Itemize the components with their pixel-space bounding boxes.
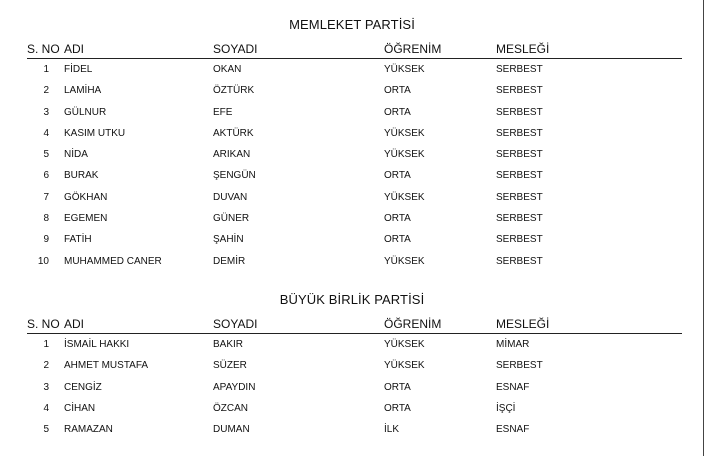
table-row bbox=[27, 103, 682, 124]
header-occupation: MESLEĞİ bbox=[496, 317, 550, 331]
row-no: 1 bbox=[43, 339, 49, 350]
row-name: GÖKHAN bbox=[64, 191, 108, 203]
row-occupation: SERBEST bbox=[496, 127, 543, 139]
row-surname: ÖZCAN bbox=[213, 402, 248, 414]
row-name: NİDA bbox=[64, 149, 88, 161]
row-no: 10 bbox=[37, 255, 49, 267]
table-row bbox=[27, 420, 682, 441]
row-surname: SÜZER bbox=[213, 360, 247, 372]
row-occupation: SERBEST bbox=[496, 170, 543, 182]
row-no: 7 bbox=[43, 191, 49, 203]
row-education: YÜKSEK bbox=[384, 191, 425, 203]
row-name: CENGİZ bbox=[64, 381, 102, 393]
row-education: ORTA bbox=[384, 85, 411, 97]
row-education: İLK bbox=[384, 424, 400, 436]
row-education: ORTA bbox=[384, 213, 411, 225]
table-row bbox=[27, 124, 682, 145]
row-education: YÜKSEK bbox=[384, 339, 425, 350]
row-surname: EFE bbox=[213, 106, 233, 118]
table-row bbox=[27, 378, 682, 399]
row-surname: BAKIR bbox=[213, 339, 244, 350]
table-header bbox=[27, 316, 682, 334]
row-education: YÜKSEK bbox=[384, 255, 425, 267]
row-occupation: SERBEST bbox=[496, 213, 543, 225]
row-name: FATİH bbox=[64, 234, 92, 246]
header-surname: SOYADI bbox=[213, 317, 258, 331]
row-occupation: SERBEST bbox=[496, 106, 543, 118]
row-no: 5 bbox=[43, 424, 49, 436]
row-education: YÜKSEK bbox=[384, 64, 425, 75]
row-no: 6 bbox=[43, 170, 49, 182]
header-name: ADI bbox=[64, 42, 85, 56]
table-row bbox=[27, 356, 682, 377]
row-name: KASIM UTKU bbox=[64, 127, 126, 139]
header-no: S. NO bbox=[27, 42, 60, 56]
row-no: 3 bbox=[43, 381, 49, 393]
header-name: ADI bbox=[64, 317, 85, 331]
row-education: ORTA bbox=[384, 170, 411, 182]
row-surname: ŞAHİN bbox=[213, 234, 244, 246]
row-no: 3 bbox=[43, 106, 49, 118]
row-name: GÜLNUR bbox=[64, 106, 107, 118]
row-no: 1 bbox=[43, 64, 49, 75]
row-occupation: SERBEST bbox=[496, 64, 543, 75]
row-name: RAMAZAN bbox=[64, 424, 113, 436]
row-occupation: SERBEST bbox=[496, 85, 543, 97]
row-education: YÜKSEK bbox=[384, 127, 425, 139]
row-no: 9 bbox=[43, 234, 49, 246]
table-row bbox=[27, 188, 682, 209]
row-surname: ARIKAN bbox=[213, 149, 251, 161]
row-surname: DUMAN bbox=[213, 424, 250, 436]
row-education: ORTA bbox=[384, 381, 411, 393]
row-surname: APAYDIN bbox=[213, 381, 256, 393]
table-row bbox=[27, 145, 682, 166]
table-row bbox=[27, 335, 682, 356]
table-row bbox=[27, 209, 682, 230]
row-name: BURAK bbox=[64, 170, 99, 182]
table-header bbox=[27, 41, 682, 59]
header-education: ÖĞRENİM bbox=[384, 42, 442, 56]
row-occupation: SERBEST bbox=[496, 360, 543, 372]
table-body bbox=[27, 335, 682, 441]
row-name: AHMET MUSTAFA bbox=[64, 360, 149, 372]
table-row bbox=[27, 166, 682, 187]
row-education: ORTA bbox=[384, 106, 411, 118]
row-no: 2 bbox=[43, 85, 49, 97]
row-education: ORTA bbox=[384, 234, 411, 246]
row-no: 2 bbox=[43, 360, 49, 372]
row-surname: OKAN bbox=[213, 64, 242, 75]
row-surname: DEMİR bbox=[213, 255, 246, 267]
row-name: LAMİHA bbox=[64, 85, 102, 97]
row-name: İSMAİL HAKKI bbox=[64, 339, 130, 350]
row-education: ORTA bbox=[384, 402, 411, 414]
row-name: FİDEL bbox=[64, 64, 93, 75]
table-row bbox=[27, 60, 682, 81]
header-no: S. NO bbox=[27, 317, 60, 331]
row-occupation: ESNAF bbox=[496, 381, 530, 393]
table-row bbox=[27, 252, 682, 273]
row-no: 4 bbox=[43, 402, 49, 414]
row-surname: GÜNER bbox=[213, 213, 250, 225]
row-no: 5 bbox=[43, 149, 49, 161]
section-title: MEMLEKET PARTİSİ bbox=[289, 17, 415, 32]
row-occupation: SERBEST bbox=[496, 255, 543, 267]
row-occupation: SERBEST bbox=[496, 149, 543, 161]
row-occupation: SERBEST bbox=[496, 234, 543, 246]
header-surname: SOYADI bbox=[213, 42, 258, 56]
table-row bbox=[27, 81, 682, 102]
row-surname: DUVAN bbox=[213, 191, 248, 203]
table-row bbox=[27, 230, 682, 251]
row-education: YÜKSEK bbox=[384, 360, 425, 372]
row-surname: ÖZTÜRK bbox=[213, 85, 255, 97]
row-no: 4 bbox=[43, 127, 49, 139]
row-no: 8 bbox=[43, 213, 49, 225]
row-occupation: İŞÇİ bbox=[496, 402, 516, 414]
row-education: YÜKSEK bbox=[384, 149, 425, 161]
table-body bbox=[27, 60, 682, 273]
row-name: EGEMEN bbox=[64, 213, 108, 225]
row-occupation: SERBEST bbox=[496, 191, 543, 203]
row-surname: ŞENGÜN bbox=[213, 170, 256, 182]
row-name: MUHAMMED CANER bbox=[64, 255, 162, 267]
header-occupation: MESLEĞİ bbox=[496, 42, 550, 56]
header-education: ÖĞRENİM bbox=[384, 317, 442, 331]
row-name: CİHAN bbox=[64, 402, 96, 414]
section-title: BÜYÜK BİRLİK PARTİSİ bbox=[279, 292, 425, 307]
row-occupation: MİMAR bbox=[496, 339, 530, 350]
table-row bbox=[27, 399, 682, 420]
row-surname: AKTÜRK bbox=[213, 127, 254, 139]
row-occupation: ESNAF bbox=[496, 424, 530, 436]
